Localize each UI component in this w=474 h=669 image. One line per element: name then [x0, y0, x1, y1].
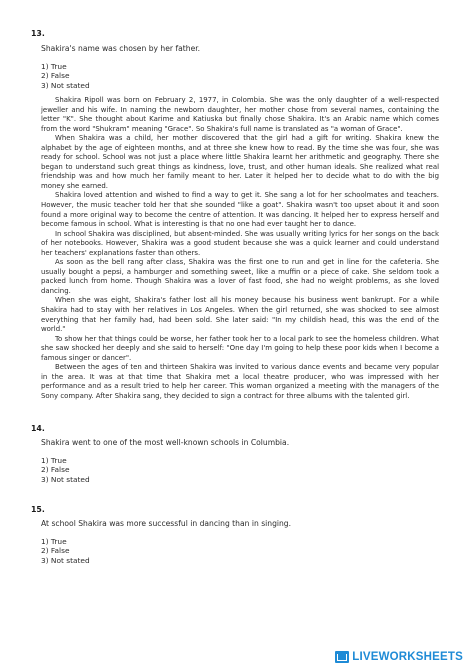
- passage-paragraph: When she was eight, Shakira's father lost all his money because his business went bankrupt. For a while Shakira had to stay with her relatives in Los Angeles. When the girl returned, she was shocked to see almost everything that her family had, had been sold. She later said: "In my childish head, this was the end of the world.": [41, 296, 439, 334]
- logo-text: LIVEWORKSHEETS: [352, 651, 463, 663]
- option-false-13[interactable]: 2) False: [41, 71, 70, 81]
- options-list-14: [41, 456, 90, 484]
- worksheet-icon: [335, 651, 349, 663]
- option-true-15[interactable]: 1) True: [41, 537, 67, 546]
- options-list-13: [41, 62, 90, 90]
- option-false-15[interactable]: 2) False: [41, 546, 70, 556]
- option-not-stated-15[interactable]: 3) Not stated: [41, 555, 90, 565]
- option-not-stated-13[interactable]: 3) Not stated: [41, 80, 90, 90]
- liveworksheets-logo: [335, 651, 463, 663]
- passage-paragraph: To show her that things could be worse, her father took her to a local park to see the homeless children. What she saw shocked her deeply and she said to herself: "One day I'm going to help these poor kids when I become a famous singer or dancer".: [41, 334, 439, 362]
- option-true-14[interactable]: 1) True: [41, 456, 67, 465]
- question-number-13: 13.: [31, 29, 45, 38]
- option-not-stated-14[interactable]: 3) Not stated: [41, 474, 90, 484]
- question-number-14: 14.: [31, 424, 45, 433]
- options-list-15: [41, 537, 90, 565]
- passage-paragraph: Shakira loved attention and wished to find a way to get it. She sang a lot for her schoolmates and teachers. However, the music teacher told her that she sounded "like a goat". Shakira wasn't too upset about it and soon found a more original way to become the centre of attention. It was dancing. It helped her to express herself and become famous in school. What is interesting is that no one had ever taught her to dance.: [41, 191, 439, 229]
- question-statement-13: Shakira's name was chosen by her father.: [41, 44, 201, 53]
- option-false-14[interactable]: 2) False: [41, 465, 70, 475]
- reading-passage: [41, 96, 439, 402]
- passage-paragraph: Shakira Ripoll was born on February 2, 1977, in Colombia. She was the only daughter of a well-respected jeweller and his wife. In naming the newborn daughter, her mother chose from several names, containing the letter "K". She thought about Karime and Katiuska but finally chose Shakira. It's an Arabic name which comes from the word "Shukram" meaning "Grace". So Shakira's full name is translated as "a woman of Grace".: [41, 96, 439, 133]
- question-number-15: 15.: [31, 505, 45, 514]
- option-true-13[interactable]: 1) True: [41, 62, 67, 71]
- passage-paragraph: Between the ages of ten and thirteen Shakira was invited to various dance events and became very popular in the area. It was at that time that Shakira met a local theatre producer, who was impressed with her performance and as a result tried to help her career. This woman organized a meeting with the managers of the Sony company. After Shakira sang, they decided to sign a contract for three albums with the talented girl.: [41, 363, 439, 400]
- passage-paragraph: In school Shakira was disciplined, but absent-minded. She was usually writing lyrics for her songs on the back of her notebooks. However, Shakira was a good student because she was a quick learner and could understand her teachers' explanations faster than others.: [41, 229, 439, 257]
- passage-paragraph: As soon as the bell rang after class, Shakira was the first one to run and get in line for the cafeteria. She usually bought a pepsi, a hamburger and something sweet, like a muffin or a piece of cake. She seldom took a packed lunch from home. Though Shakira was a lover of fast food, she had no weight problems, as she loved dancing.: [41, 258, 439, 295]
- question-statement-14: Shakira went to one of the most well-known schools in Columbia.: [41, 438, 290, 447]
- question-statement-15: At school Shakira was more successful in dancing than in singing.: [41, 519, 292, 528]
- passage-paragraph: When Shakira was a child, her mother discovered that the girl had a gift for writing. Shakira knew the alphabet by the age of eighteen months, and at three she knew how to read. By the time she was four, she was ready for school. School was not just a place where little Shakira learnt her arithmetic and geography. There she began to understand such great things as kindness, love, trust, and other human ideals. She realized what real friendship was and how much her family meant to her. Later it helped her to decide what to do with the big money she earned.: [41, 134, 439, 190]
